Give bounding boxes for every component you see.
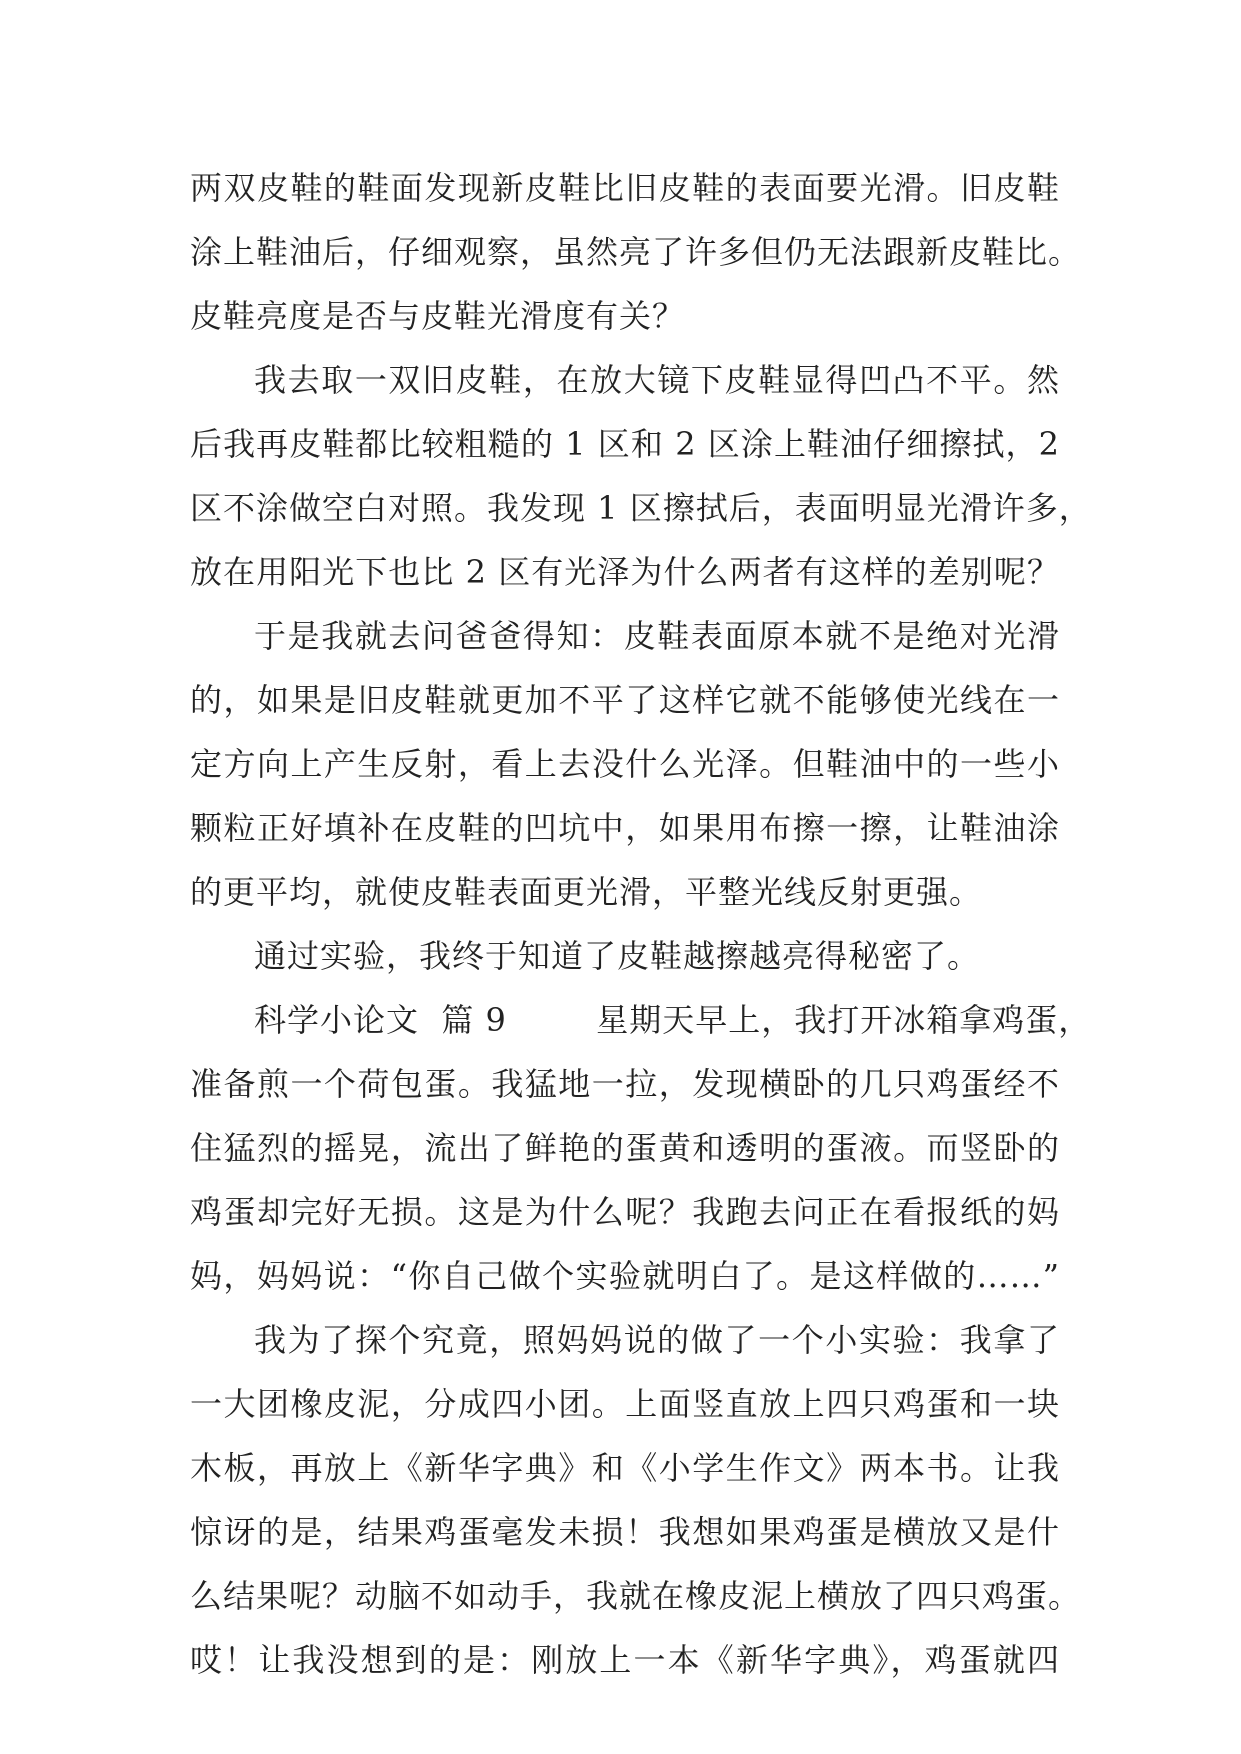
text-line: 准备煎一个荷包蛋。我猛地一拉，发现横卧的几只鸡蛋经不 [190,1065,1060,1103]
section-heading-line: 科学小论文 篇 9 星期天早上，我打开冰箱拿鸡蛋， [254,1001,1092,1039]
text-line: 鸡蛋却完好无损。这是为什么呢？我跑去问正在看报纸的妈 [190,1193,1060,1231]
text-line: 两双皮鞋的鞋面发现新皮鞋比旧皮鞋的表面要光滑。旧皮鞋 [190,169,1060,207]
text-line: 一大团橡皮泥，分成四小团。上面竖直放上四只鸡蛋和一块 [190,1385,1060,1423]
text-line: 木板，再放上《新华字典》和《小学生作文》两本书。让我 [190,1449,1060,1487]
text-line: 的，如果是旧皮鞋就更加不平了这样它就不能够使光线在一 [190,681,1060,719]
text-line: 的更平均，就使皮鞋表面更光滑，平整光线反射更强。 [190,873,983,911]
text-line: 皮鞋亮度是否与皮鞋光滑度有关？ [190,297,686,335]
text-line: 放在用阳光下也比 2 区有光泽为什么两者有这样的差别呢？ [190,553,1060,591]
paragraph-first-line: 我为了探个究竟，照妈妈说的做了一个小实验：我拿了 [254,1321,1060,1359]
text-line: 妈，妈妈说：“你自己做个实验就明白了。是这样做的……” [190,1257,1060,1295]
paragraph-first-line: 于是我就去问爸爸得知：皮鞋表面原本就不是绝对光滑 [254,617,1060,655]
paragraph-first-line: 通过实验，我终于知道了皮鞋越擦越亮得秘密了。 [254,937,981,975]
text-line: 定方向上产生反射，看上去没什么光泽。但鞋油中的一些小 [190,745,1060,783]
article-body [190,156,1092,1692]
text-line: 么结果呢？动脑不如动手，我就在橡皮泥上横放了四只鸡蛋。 [190,1577,1082,1615]
text-line: 住猛烈的摇晃，流出了鲜艳的蛋黄和透明的蛋液。而竖卧的 [190,1129,1060,1167]
text-line: 颗粒正好填补在皮鞋的凹坑中，如果用布擦一擦，让鞋油涂 [190,809,1060,847]
paragraph-first-line: 我去取一双旧皮鞋，在放大镜下皮鞋显得凹凸不平。然 [254,361,1060,399]
text-line: 惊讶的是，结果鸡蛋毫发未损！我想如果鸡蛋是横放又是什 [190,1513,1060,1551]
text-line: 哎！让我没想到的是：刚放上一本《新华字典》，鸡蛋就四 [190,1641,1060,1679]
text-line: 涂上鞋油后，仔细观察，虽然亮了许多但仍无法跟新皮鞋比。 [190,233,1082,271]
text-line: 区不涂做空白对照。我发现 1 区擦拭后，表面明显光滑许多， [190,489,1092,527]
text-line: 后我再皮鞋都比较粗糙的 1 区和 2 区涂上鞋油仔细擦拭，2 [190,425,1060,463]
